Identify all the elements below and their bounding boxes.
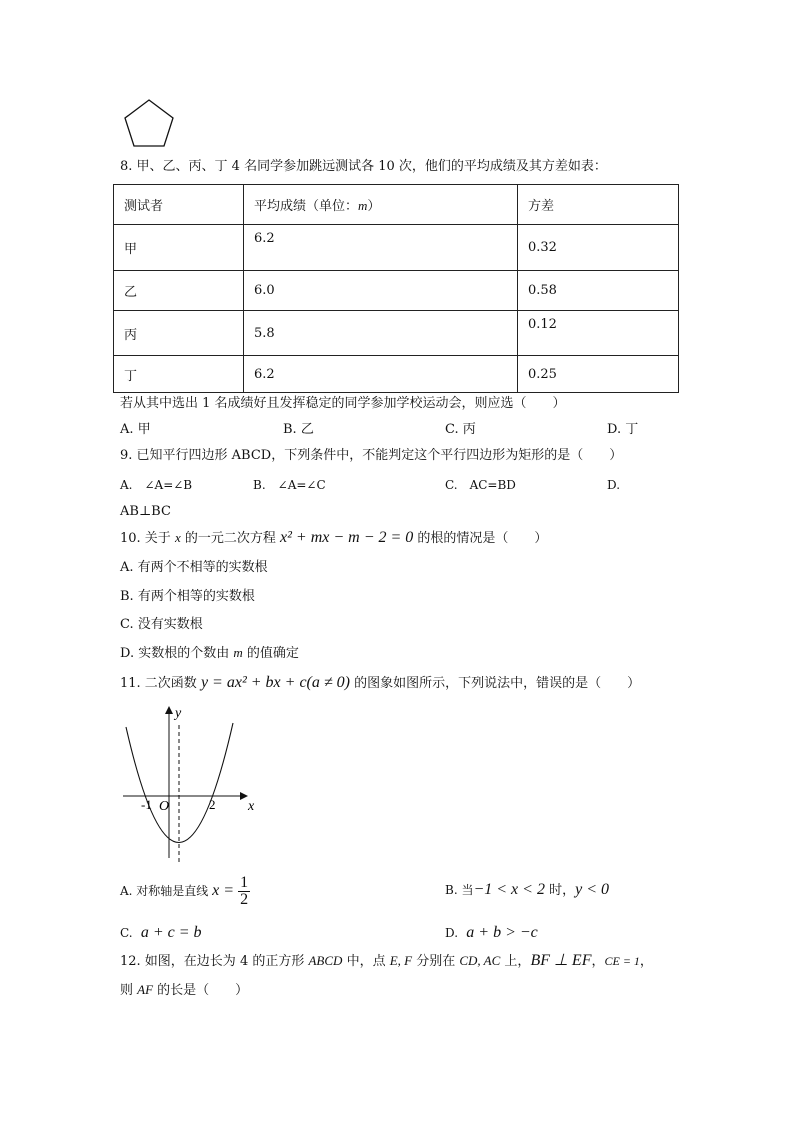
q9-option-c: C. AC=BD	[445, 478, 516, 492]
q12-stem: 12. 如图，在边长为 4 的正方形 ABCD 中，点 E, F 分别在 CD, AC 上，BF ⊥ EF，CE = 1，	[120, 952, 653, 969]
q10-option-b: B. 有两个相等的实数根	[120, 589, 255, 604]
q11-option-a: A. 对称轴是直线 x = $\frac{1}{2}$	[120, 874, 249, 908]
q11-stem: 11. 二次函数 y = ax² + bx + c(a ≠ 0) 的图象如图所示，下列说法中，错误的是（ ）	[120, 674, 641, 691]
svg-text:O: O	[159, 799, 170, 814]
q11-option-b: B. 当−1 < x < 2 时，y < 0	[445, 881, 609, 898]
q9-option-d-content: AB⊥BC	[120, 504, 171, 519]
q8-table	[113, 184, 679, 393]
q10-equation: x² + mx − m − 2 = 0	[280, 529, 414, 546]
header-variance: 方差	[518, 185, 679, 225]
q12-stem-line2: 则 AF 的长是（ ）	[120, 982, 249, 998]
q8-stem: 8. 甲、乙、丙、丁 4 名同学参加跳远测试各 10 次，他们的平均成绩及其方差如表：	[120, 159, 607, 174]
table-row: 乙 6.0 0.58	[114, 271, 679, 311]
q8-option-c: C. 丙	[445, 422, 476, 437]
q11-equation: y = ax² + bx + c(a ≠ 0)	[200, 674, 350, 691]
q10-option-d: D. 实数根的个数由 m 的值确定	[120, 645, 299, 661]
q11-option-c: C. a + c = b	[120, 924, 202, 941]
svg-text:2: 2	[209, 797, 216, 812]
table-row: 甲 6.2 0.32	[114, 225, 679, 271]
q8-question: 若从其中选出 1 名成绩好且发挥稳定的同学参加学校运动会，则应选（ ）	[120, 396, 566, 411]
svg-text:x: x	[248, 799, 255, 814]
q10-option-c: C. 没有实数根	[120, 617, 203, 632]
parabola-curve	[126, 723, 233, 843]
q8-option-b: B. 乙	[283, 422, 314, 437]
svg-text:y: y	[175, 706, 182, 721]
q8-option-d: D. 丁	[607, 422, 639, 437]
header-mean: 平均成绩（单位：m）	[244, 185, 518, 225]
header-tester: 测试者	[114, 185, 244, 225]
x-axis-arrow	[240, 792, 248, 800]
svg-text:-1: -1	[141, 797, 152, 812]
y-axis-arrow	[165, 706, 173, 714]
q9-stem: 9. 已知平行四边形 ABCD，下列条件中，不能判定这个平行四边形为矩形的是（ ）	[120, 448, 623, 463]
q10-stem: 10. 关于 x 的一元二次方程 x² + mx − m − 2 = 0 的根的情况是（ ）	[120, 529, 548, 546]
q10-option-a: A. 有两个不相等的实数根	[120, 560, 268, 575]
q9-option-a: A. ∠A=∠B	[120, 478, 193, 492]
table-row: 丙 5.8 0.12	[114, 311, 679, 356]
q9-option-b: B. ∠A=∠C	[253, 478, 326, 492]
q11-option-d: D. a + b > −c	[445, 924, 538, 941]
table-row: 丁 6.2 0.25	[114, 356, 679, 393]
q9-option-d: D.	[607, 478, 621, 492]
pentagon-figure	[120, 95, 180, 151]
q8-option-a: A. 甲	[120, 422, 151, 437]
